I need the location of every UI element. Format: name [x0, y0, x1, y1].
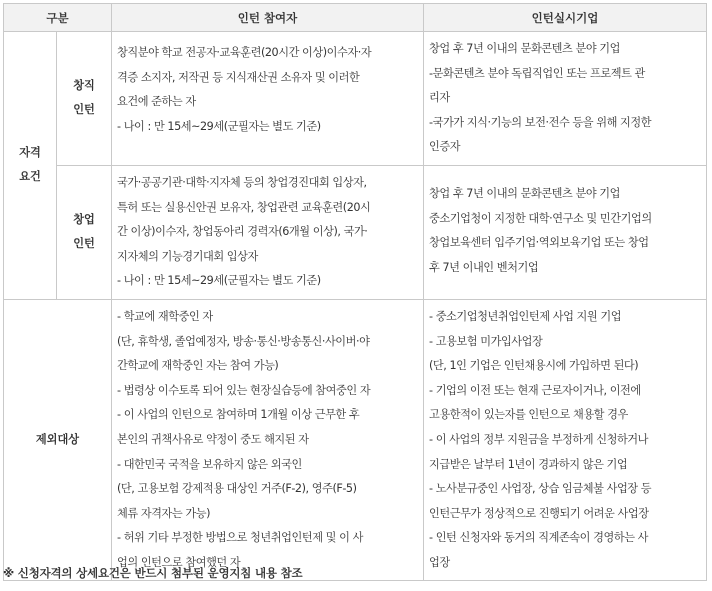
table-row-startup — [4, 165, 707, 299]
eligibility-table — [3, 3, 707, 581]
sub-label-creative-intern: 창직 인턴 — [57, 32, 112, 166]
sub-label-startup-intern: 창업 인턴 — [57, 165, 112, 299]
qualification-label: 자격 요건 — [4, 32, 57, 300]
participant-cell-exclusion: - 학교에 재학중인 자 (단, 휴학생, 졸업예정자, 방송·통신·방송통신·사이버·야 간학교에 재학중인 자는 참여 가능) - 법령상 이수토록 되어 있는 현장실습등에 참여중인 자 - 이 사업의 인턴으로 참여하며 1개월 이상 근무한 후 본인의 귀책사유로 약정이 중도 해지된 자 - 대한민국 국적을 보유하지 않은 외국인 (단, 고용보험 강제적용 대상인 거주(F-2), 영주(F-5) 체류 자격자는 가능) - 허위 기타 부정한 방법으로 청년취업인턴제 및 이 사 업의 인턴으로 참여했던 자 — [112, 299, 424, 581]
table-row-exclusion — [4, 299, 707, 581]
participant-cell-creative: 창직분야 학교 전공자·교육훈련(20시간 이상)이수자·자 격증 소지자, 저작권 등 지식재산권 소유자 및 이러한 요건에 준하는 자 - 나이 : 만 15세~29세(군필자는 별도 기준) — [112, 32, 424, 166]
company-cell-startup: 창업 후 7년 이내의 문화콘텐츠 분야 기업 중소기업청이 지정한 대학·연구소 및 민간기업의 창업보육센터 입주기업·역외보육기업 또는 창업 후 7년 이내인 벤처기업 — [424, 165, 707, 299]
table-header-row — [4, 4, 707, 32]
company-cell-exclusion: - 중소기업청년취업인턴제 사업 지원 기업 - 고용보험 미가입사업장 (단, 1인 기업은 인턴채용시에 가입하면 된다) - 기업의 이전 또는 현재 근로자이거나, 이전에 고용한적이 있는자를 인턴으로 채용할 경우 - 이 사업의 정부 지원금을 부정하게 신청하거나 지급받은 날부터 1년이 경과하지 않은 기업 - 노사분규중인 사업장, 상습 임금체불 사업장 등 인턴근무가 정상적으로 진행되기 어려운 사업장 - 인턴 신청자와 동거의 직계존속이 경영하는 사 업장 — [424, 299, 707, 581]
company-cell-creative: 창업 후 7년 이내의 문화콘텐츠 분야 기업 -문화콘텐츠 분야 독립직업인 또는 프로젝트 관 리자 -국가가 지식·기능의 보전·전수 등을 위해 지정한 인증자 — [424, 32, 707, 166]
footnote: ※ 신청자격의 상세요건은 반드시 첨부된 운영지침 내용 참조 — [3, 566, 303, 580]
exclusion-label: 제외대상 — [4, 299, 112, 581]
header-company: 인턴실시기업 — [424, 4, 707, 32]
table-row-startup-job — [4, 32, 707, 166]
header-participant: 인턴 참여자 — [112, 4, 424, 32]
header-category: 구분 — [4, 4, 112, 32]
participant-cell-startup: 국가·공공기관·대학·지자체 등의 창업경진대회 입상자, 특허 또는 실용신안권 보유자, 창업관련 교육훈련(20시 간 이상)이수자, 창업동아리 경력자(6개월 이상), 국가· 지자체의 기능경기대회 입상자 - 나이 : 만 15세~29세(군필자는 별도 기준) — [112, 165, 424, 299]
